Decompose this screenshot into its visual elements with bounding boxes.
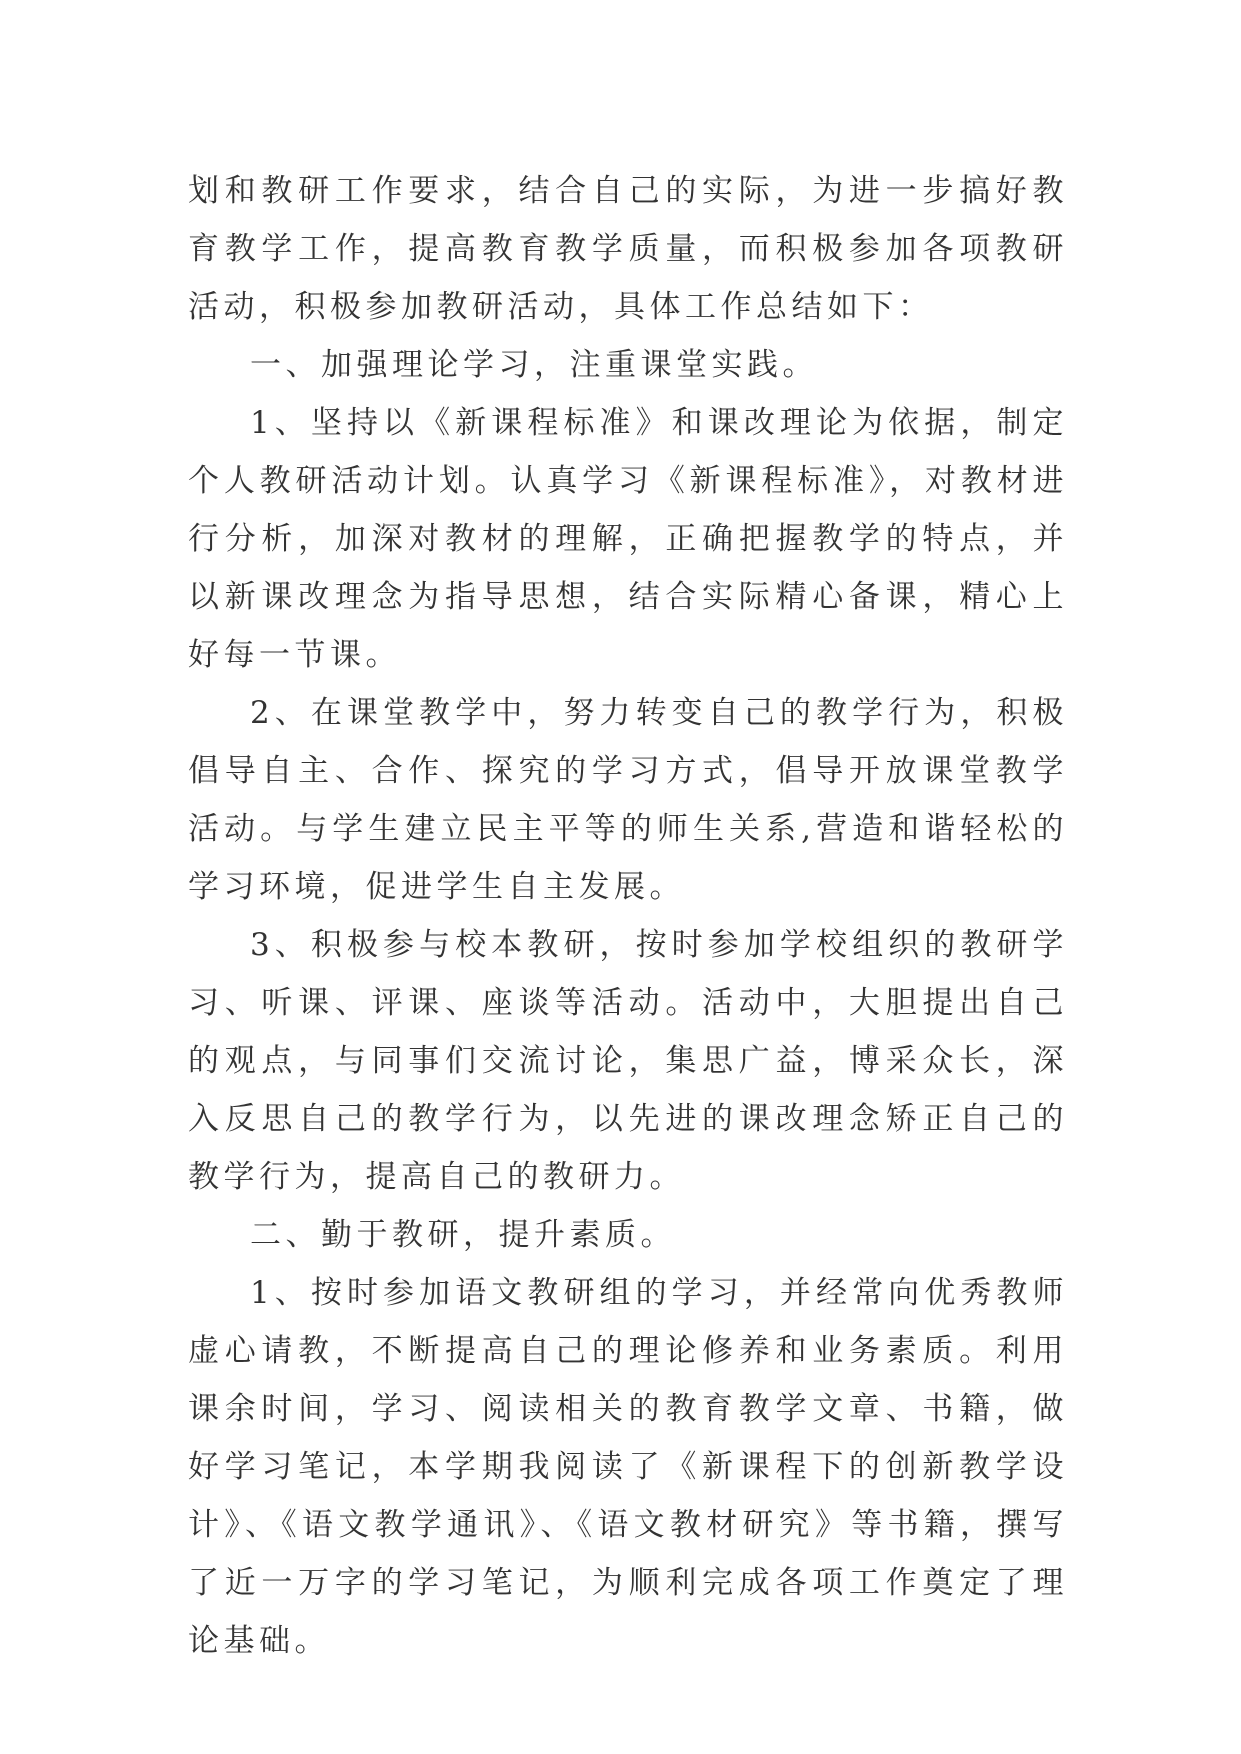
section-heading-1: 一、加强理论学习，注重课堂实践。 — [250, 347, 818, 383]
paragraph-1-2: 2、在课堂教学中，努力转变自己的教学行为，积极倡导自主、合作、探究的学习方式，倡导开放课堂教学活动。与学生建立民主平等的师生关系,营造和谐轻松的学习环境，促进学生自主发展。 — [188, 695, 1068, 905]
paragraph-1-3: 3、积极参与校本教研，按时参加学校组织的教研学习、听课、评课、座谈等活动。活动中，大胆提出自己的观点，与同事们交流讨论，集思广益，博采众长，深入反思自己的教学行为，以先进的课改理念矫正自己的教学行为，提高自己的教研力。 — [188, 927, 1068, 1195]
paragraph-continuation: 划和教研工作要求，结合自己的实际，为进一步搞好教育教学工作，提高教育教学质量，而积极参加各项教研活动，积极参加教研活动，具体工作总结如下： — [188, 173, 1068, 325]
section-heading-2: 二、勤于教研，提升素质。 — [250, 1217, 676, 1253]
document-body — [188, 162, 1068, 1670]
paragraph-2-1: 1、按时参加语文教研组的学习，并经常向优秀教师虚心请教，不断提高自己的理论修养和业务素质。利用课余时间，学习、阅读相关的教育教学文章、书籍，做好学习笔记，本学期我阅读了《新课程下的创新教学设计》、《语文教学通讯》、《语文教材研究》等书籍，撰写了近一万字的学习笔记，为顺利完成各项工作奠定了理论基础。 — [188, 1275, 1068, 1659]
paragraph-1-1: 1、坚持以《新课程标准》和课改理论为依据，制定个人教研活动计划。认真学习《新课程标准》，对教材进行分析，加深对教材的理解，正确把握教学的特点，并以新课改理念为指导思想，结合实际精心备课，精心上好每一节课。 — [188, 405, 1068, 673]
